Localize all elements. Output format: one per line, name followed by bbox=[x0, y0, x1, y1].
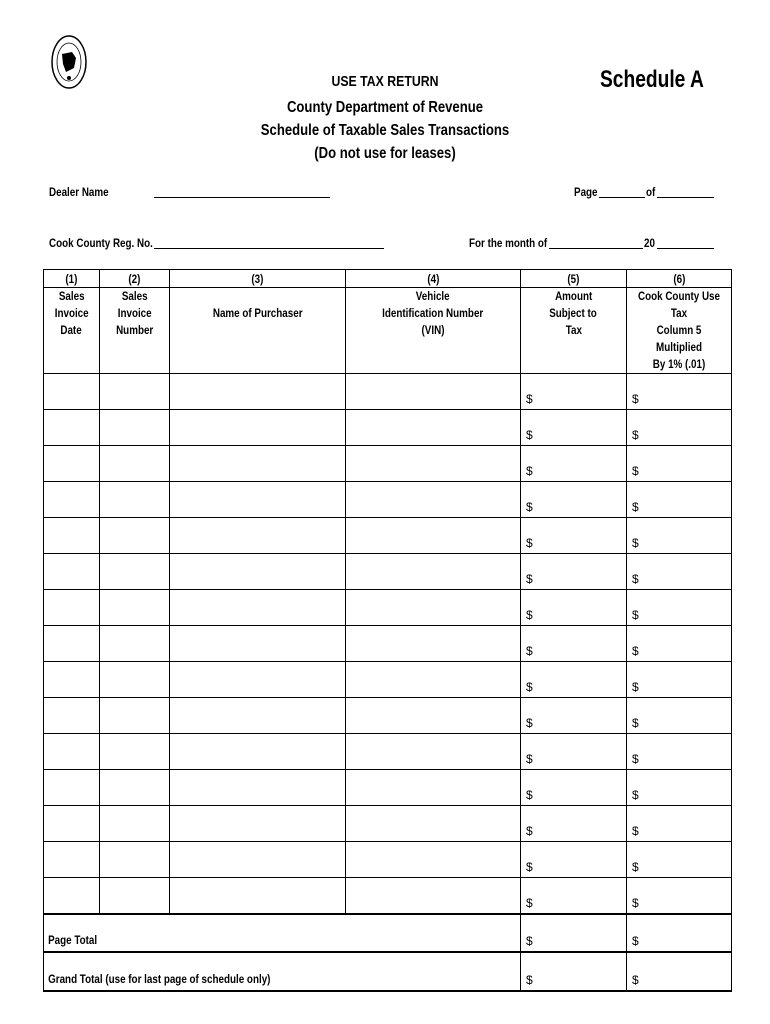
invoice-number-cell[interactable] bbox=[100, 734, 170, 770]
page-total-amount-cell[interactable] bbox=[521, 914, 627, 952]
currency-symbol: $ bbox=[632, 608, 639, 622]
amount-cell[interactable] bbox=[521, 770, 627, 806]
schedule-note: (Do not use for leases) bbox=[314, 145, 456, 162]
amount-cell[interactable] bbox=[521, 698, 627, 734]
currency-symbol: $ bbox=[526, 392, 533, 406]
use-tax-cell[interactable] bbox=[627, 734, 732, 770]
use-tax-cell[interactable] bbox=[627, 770, 732, 806]
currency-symbol: $ bbox=[526, 896, 533, 910]
invoice-number-cell[interactable] bbox=[100, 842, 170, 878]
header-amount-subject-to-tax: Amount Subject to Tax bbox=[521, 288, 627, 374]
department-name: County Department of Revenue bbox=[286, 99, 484, 116]
dealer-name-label: Dealer Name bbox=[49, 185, 109, 199]
schedule-label: Schedule A bbox=[600, 66, 704, 93]
vin-cell[interactable] bbox=[346, 374, 521, 410]
currency-symbol: $ bbox=[632, 716, 639, 730]
vin-cell[interactable] bbox=[346, 734, 521, 770]
currency-symbol: $ bbox=[526, 934, 533, 948]
table-row bbox=[44, 626, 732, 662]
purchaser-name-cell[interactable] bbox=[170, 734, 346, 770]
invoice-date-cell[interactable] bbox=[44, 518, 100, 554]
invoice-date-cell[interactable] bbox=[44, 626, 100, 662]
invoice-date-cell[interactable] bbox=[44, 698, 100, 734]
use-tax-cell[interactable] bbox=[627, 878, 732, 915]
invoice-number-cell[interactable] bbox=[100, 446, 170, 482]
invoice-date-cell[interactable] bbox=[44, 482, 100, 518]
column-number: (3) bbox=[170, 270, 346, 288]
year-field[interactable] bbox=[657, 248, 714, 249]
table-row bbox=[44, 842, 732, 878]
use-tax-cell[interactable] bbox=[627, 590, 732, 626]
table-row bbox=[44, 662, 732, 698]
purchaser-name-cell[interactable] bbox=[170, 626, 346, 662]
vin-cell[interactable] bbox=[346, 806, 521, 842]
page-number-field[interactable] bbox=[599, 197, 645, 198]
invoice-number-cell[interactable] bbox=[100, 410, 170, 446]
page-label: Page bbox=[574, 185, 598, 199]
schedule-title: Schedule of Taxable Sales Transactions bbox=[260, 122, 510, 139]
currency-symbol: $ bbox=[526, 608, 533, 622]
page-count-field[interactable] bbox=[657, 197, 714, 198]
currency-symbol: $ bbox=[632, 680, 639, 694]
vin-cell[interactable] bbox=[346, 626, 521, 662]
invoice-number-cell[interactable] bbox=[100, 626, 170, 662]
purchaser-name-cell[interactable] bbox=[170, 842, 346, 878]
form-title: USE TAX RETURN bbox=[331, 73, 439, 90]
purchaser-name-cell[interactable] bbox=[170, 698, 346, 734]
currency-symbol: $ bbox=[526, 788, 533, 802]
invoice-date-cell[interactable] bbox=[44, 410, 100, 446]
header-cook-county-use-tax: Cook County Use Tax Column 5 Multiplied By 1% (.01) bbox=[627, 288, 732, 374]
table-row bbox=[44, 590, 732, 626]
invoice-date-cell[interactable] bbox=[44, 770, 100, 806]
invoice-number-cell[interactable] bbox=[100, 482, 170, 518]
table-row bbox=[44, 770, 732, 806]
currency-symbol: $ bbox=[632, 536, 639, 550]
table-row bbox=[44, 482, 732, 518]
invoice-number-cell[interactable] bbox=[100, 698, 170, 734]
invoice-number-cell[interactable] bbox=[100, 878, 170, 915]
invoice-number-cell[interactable] bbox=[100, 518, 170, 554]
page-total-tax-cell[interactable] bbox=[627, 914, 732, 952]
invoice-number-cell[interactable] bbox=[100, 770, 170, 806]
amount-cell[interactable] bbox=[521, 446, 627, 482]
purchaser-name-cell[interactable] bbox=[170, 518, 346, 554]
use-tax-cell[interactable] bbox=[627, 806, 732, 842]
column-number: (2) bbox=[100, 270, 170, 288]
currency-symbol: $ bbox=[632, 392, 639, 406]
column-number-row bbox=[44, 270, 732, 288]
amount-cell[interactable] bbox=[521, 482, 627, 518]
currency-symbol: $ bbox=[526, 824, 533, 838]
currency-symbol: $ bbox=[526, 752, 533, 766]
invoice-date-cell[interactable] bbox=[44, 878, 100, 915]
use-tax-cell[interactable] bbox=[627, 374, 732, 410]
dealer-name-field[interactable] bbox=[154, 197, 330, 198]
table-row bbox=[44, 518, 732, 554]
vin-cell[interactable] bbox=[346, 698, 521, 734]
invoice-date-cell[interactable] bbox=[44, 806, 100, 842]
column-header-row bbox=[44, 288, 732, 374]
amount-cell[interactable] bbox=[521, 554, 627, 590]
invoice-date-cell[interactable] bbox=[44, 734, 100, 770]
of-label: of bbox=[646, 185, 656, 199]
table-row bbox=[44, 446, 732, 482]
vin-cell[interactable] bbox=[346, 878, 521, 915]
table-row bbox=[44, 698, 732, 734]
header-sales-invoice-number: Sales Invoice Number bbox=[100, 288, 170, 374]
vin-cell[interactable] bbox=[346, 770, 521, 806]
amount-cell[interactable] bbox=[521, 410, 627, 446]
currency-symbol: $ bbox=[632, 860, 639, 874]
currency-symbol: $ bbox=[526, 716, 533, 730]
column-number: (5) bbox=[521, 270, 627, 288]
invoice-number-cell[interactable] bbox=[100, 662, 170, 698]
amount-cell[interactable] bbox=[521, 842, 627, 878]
invoice-date-cell[interactable] bbox=[44, 662, 100, 698]
invoice-number-cell[interactable] bbox=[100, 374, 170, 410]
purchaser-name-cell[interactable] bbox=[170, 878, 346, 915]
currency-symbol: $ bbox=[632, 934, 639, 948]
vin-cell[interactable] bbox=[346, 518, 521, 554]
invoice-date-cell[interactable] bbox=[44, 590, 100, 626]
table-row bbox=[44, 734, 732, 770]
reg-no-field[interactable] bbox=[154, 248, 384, 249]
amount-cell[interactable] bbox=[521, 806, 627, 842]
currency-symbol: $ bbox=[632, 973, 639, 987]
currency-symbol: $ bbox=[526, 572, 533, 586]
currency-symbol: $ bbox=[632, 572, 639, 586]
currency-symbol: $ bbox=[526, 860, 533, 874]
column-number: (1) bbox=[44, 270, 100, 288]
currency-symbol: $ bbox=[632, 464, 639, 478]
currency-symbol: $ bbox=[526, 536, 533, 550]
page-total-label: Page Total bbox=[48, 933, 98, 947]
grand-total-amount-cell[interactable] bbox=[521, 952, 627, 991]
currency-symbol: $ bbox=[526, 500, 533, 514]
grand-total-label-cell bbox=[44, 952, 521, 991]
month-label: For the month of bbox=[469, 236, 548, 250]
use-tax-cell[interactable] bbox=[627, 518, 732, 554]
purchaser-name-cell[interactable] bbox=[170, 770, 346, 806]
invoice-number-cell[interactable] bbox=[100, 806, 170, 842]
amount-cell[interactable] bbox=[521, 374, 627, 410]
table-row bbox=[44, 878, 732, 915]
vin-cell[interactable] bbox=[346, 446, 521, 482]
currency-symbol: $ bbox=[632, 644, 639, 658]
currency-symbol: $ bbox=[632, 896, 639, 910]
use-tax-cell[interactable] bbox=[627, 482, 732, 518]
amount-cell[interactable] bbox=[521, 734, 627, 770]
purchaser-name-cell[interactable] bbox=[170, 806, 346, 842]
amount-cell[interactable] bbox=[521, 626, 627, 662]
vin-cell[interactable] bbox=[346, 482, 521, 518]
currency-symbol: $ bbox=[526, 644, 533, 658]
amount-cell[interactable] bbox=[521, 518, 627, 554]
vin-cell[interactable] bbox=[346, 842, 521, 878]
page-total-label-cell bbox=[44, 914, 521, 952]
table-row bbox=[44, 374, 732, 410]
currency-symbol: $ bbox=[526, 464, 533, 478]
grand-total-tax-cell[interactable] bbox=[627, 952, 732, 991]
use-tax-cell[interactable] bbox=[627, 698, 732, 734]
use-tax-cell[interactable] bbox=[627, 410, 732, 446]
currency-symbol: $ bbox=[632, 500, 639, 514]
invoice-number-cell[interactable] bbox=[100, 590, 170, 626]
invoice-date-cell[interactable] bbox=[44, 554, 100, 590]
header-name-of-purchaser: Name of Purchaser bbox=[170, 288, 346, 374]
invoice-number-cell[interactable] bbox=[100, 554, 170, 590]
month-field[interactable] bbox=[549, 248, 643, 249]
page-total-row bbox=[44, 914, 732, 952]
currency-symbol: $ bbox=[632, 824, 639, 838]
invoice-date-cell[interactable] bbox=[44, 374, 100, 410]
grand-total-label: Grand Total (use for last page of schedule only) bbox=[48, 972, 271, 986]
county-seal-icon bbox=[50, 34, 88, 90]
vin-cell[interactable] bbox=[346, 554, 521, 590]
purchaser-name-cell[interactable] bbox=[170, 482, 346, 518]
purchaser-name-cell[interactable] bbox=[170, 590, 346, 626]
table-row bbox=[44, 410, 732, 446]
grand-total-row bbox=[44, 952, 732, 991]
table-row bbox=[44, 806, 732, 842]
use-tax-cell[interactable] bbox=[627, 554, 732, 590]
invoice-date-cell[interactable] bbox=[44, 842, 100, 878]
table-row bbox=[44, 554, 732, 590]
year-prefix: 20 bbox=[644, 236, 655, 250]
use-tax-cell[interactable] bbox=[627, 842, 732, 878]
currency-symbol: $ bbox=[526, 973, 533, 987]
use-tax-cell[interactable] bbox=[627, 626, 732, 662]
use-tax-cell[interactable] bbox=[627, 662, 732, 698]
sales-transactions-table bbox=[43, 269, 732, 992]
invoice-date-cell[interactable] bbox=[44, 446, 100, 482]
column-number: (6) bbox=[627, 270, 732, 288]
purchaser-name-cell[interactable] bbox=[170, 662, 346, 698]
purchaser-name-cell[interactable] bbox=[170, 554, 346, 590]
amount-cell[interactable] bbox=[521, 662, 627, 698]
purchaser-name-cell[interactable] bbox=[170, 410, 346, 446]
amount-cell[interactable] bbox=[521, 878, 627, 915]
purchaser-name-cell[interactable] bbox=[170, 374, 346, 410]
vin-cell[interactable] bbox=[346, 590, 521, 626]
reg-no-label: Cook County Reg. No. bbox=[49, 236, 153, 250]
header-vin: Vehicle Identification Number (VIN) bbox=[346, 288, 521, 374]
currency-symbol: $ bbox=[632, 428, 639, 442]
currency-symbol: $ bbox=[526, 680, 533, 694]
currency-symbol: $ bbox=[526, 428, 533, 442]
vin-cell[interactable] bbox=[346, 410, 521, 446]
vin-cell[interactable] bbox=[346, 662, 521, 698]
column-number: (4) bbox=[346, 270, 521, 288]
purchaser-name-cell[interactable] bbox=[170, 446, 346, 482]
currency-symbol: $ bbox=[632, 788, 639, 802]
header-sales-invoice-date: Sales Invoice Date bbox=[44, 288, 100, 374]
amount-cell[interactable] bbox=[521, 590, 627, 626]
use-tax-cell[interactable] bbox=[627, 446, 732, 482]
currency-symbol: $ bbox=[632, 752, 639, 766]
